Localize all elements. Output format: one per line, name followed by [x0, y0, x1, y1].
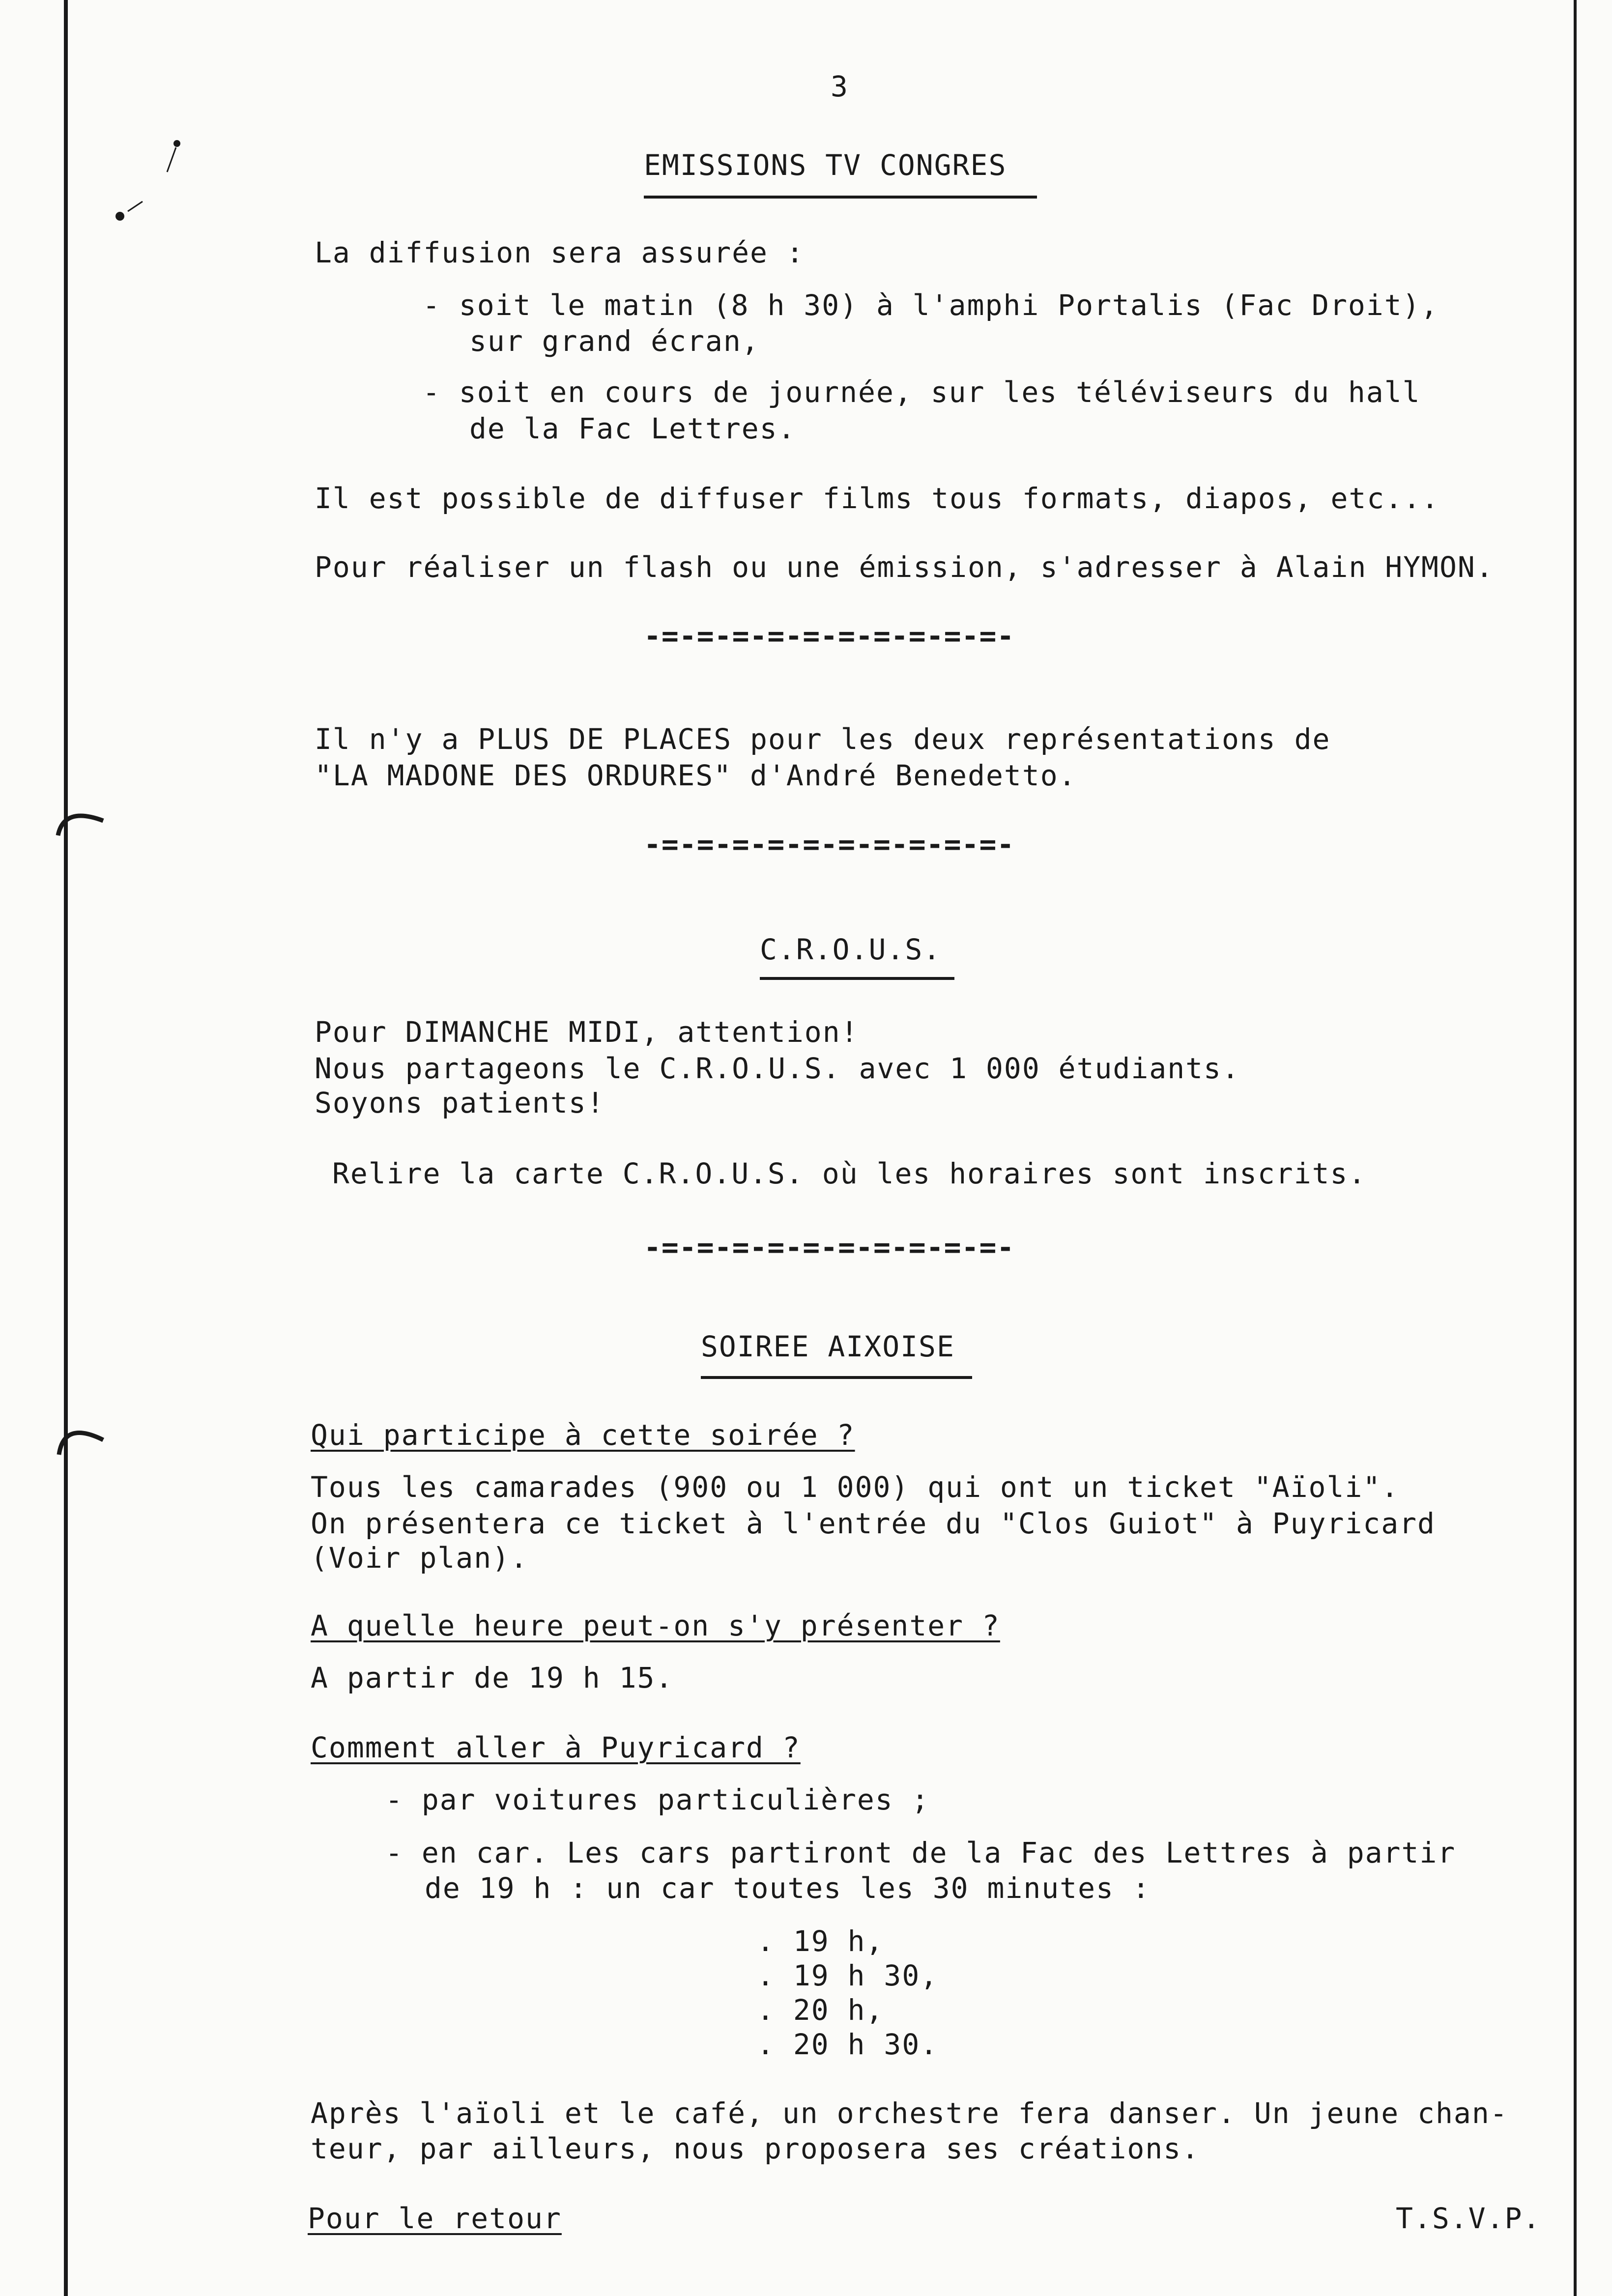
crous-line-3: Soyons patients!: [315, 1086, 605, 1119]
page-number: 3: [831, 70, 849, 103]
separator: -=-=-=-=-=-=-=-=-=-=-: [644, 828, 1015, 861]
emissions-bullet-1: - soit le matin (8 h 30) à l'amphi Portalis (Fac Droit),: [423, 288, 1439, 322]
binder-hole-mark: [54, 1415, 113, 1469]
soiree-question-2: A quelle heure peut-on s'y présenter ?: [311, 1609, 1000, 1642]
binder-hole-mark: [54, 801, 113, 850]
soiree-question-1: Qui participe à cette soirée ?: [311, 1418, 855, 1452]
soiree-after-line-1: Après l'aïoli et le café, un orchestre fera danser. Un jeune chan-: [311, 2096, 1508, 2130]
madone-line-1: Il n'y a PLUS DE PLACES pour les deux représentations de: [315, 722, 1331, 756]
soiree-answer-1-line-1: Tous les camarades (900 ou 1 000) qui ont un ticket "Aïoli".: [311, 1470, 1400, 1504]
departure-time: . 20 h 30.: [757, 2028, 939, 2061]
section-title-soiree: SOIREE AIXOISE: [701, 1330, 955, 1363]
soiree-question-3: Comment aller à Puyricard ?: [311, 1731, 801, 1764]
crous-line-4: Relire la carte C.R.O.U.S. où les horaires sont inscrits.: [332, 1157, 1367, 1190]
section-title-underline: [760, 977, 954, 980]
emissions-contact: Pour réaliser un flash ou une émission, s'adresser à Alain HYMON.: [315, 550, 1494, 584]
crous-line-2: Nous partageons le C.R.O.U.S. avec 1 000 étudiants.: [315, 1052, 1240, 1085]
soiree-option-2: - en car. Les cars partiront de la Fac des Lettres à partir: [385, 1836, 1456, 1869]
emissions-bullet-2: - soit en cours de journée, sur les téléviseurs du hall: [423, 375, 1421, 409]
emissions-films: Il est possible de diffuser films tous formats, diapos, etc...: [315, 482, 1439, 515]
departure-time: . 19 h 30,: [757, 1959, 939, 1992]
soiree-option-1: - par voitures particulières ;: [385, 1783, 930, 1816]
section-title-underline: [644, 196, 1037, 199]
separator: -=-=-=-=-=-=-=-=-=-=-: [644, 619, 1015, 653]
section-title-underline: [701, 1376, 972, 1379]
tsvp-label: T.S.V.P.: [1396, 2202, 1541, 2235]
section-title-crous: C.R.O.U.S.: [760, 933, 942, 966]
emissions-bullet-2-cont: de la Fac Lettres.: [469, 412, 796, 445]
soiree-answer-1-line-3: (Voir plan).: [311, 1541, 529, 1575]
section-title-emissions: EMISSIONS TV CONGRES: [644, 148, 1007, 182]
emissions-bullet-1-cont: sur grand écran,: [469, 324, 760, 358]
crous-line-1: Pour DIMANCHE MIDI, attention!: [315, 1015, 859, 1049]
emissions-intro: La diffusion sera assurée :: [315, 236, 805, 269]
left-margin-line: [64, 0, 68, 2296]
soiree-answer-2: A partir de 19 h 15.: [311, 1661, 674, 1694]
right-margin-line: [1574, 0, 1577, 2296]
pen-mark: [108, 133, 197, 231]
soiree-return-heading: Pour le retour: [308, 2202, 562, 2235]
soiree-answer-1-line-2: On présentera ce ticket à l'entrée du "Clos Guiot" à Puyricard: [311, 1507, 1436, 1540]
departure-time: . 19 h,: [757, 1924, 884, 1958]
departure-time: . 20 h,: [757, 1993, 884, 2027]
separator: -=-=-=-=-=-=-=-=-=-=-: [644, 1231, 1015, 1264]
soiree-option-2-cont: de 19 h : un car toutes les 30 minutes :: [425, 1871, 1151, 1905]
soiree-after-line-2: teur, par ailleurs, nous proposera ses créations.: [311, 2132, 1200, 2165]
madone-line-2: "LA MADONE DES ORDURES" d'André Benedetto.: [315, 759, 1077, 792]
